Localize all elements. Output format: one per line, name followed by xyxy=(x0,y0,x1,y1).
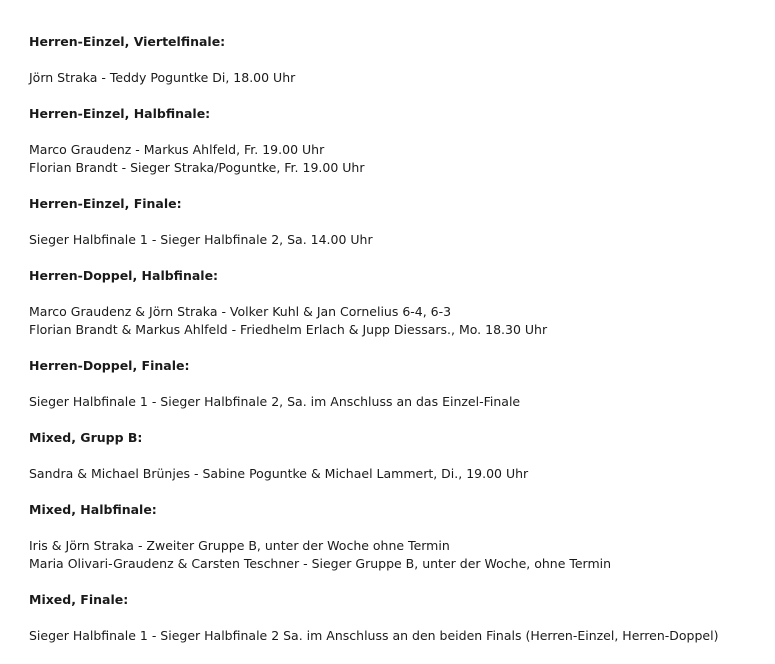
match-line: Maria Olivari-Graudenz & Carsten Teschner - Sieger Gruppe B, unter der Woche, ohne Termin xyxy=(29,556,612,571)
section-herren-doppel-finale xyxy=(29,357,769,429)
match-line: Marco Graudenz & Jörn Straka - Volker Kuhl & Jan Cornelius 6-4, 6-3 xyxy=(29,304,452,319)
section-heading: Herren-Einzel, Viertelfinale: xyxy=(29,34,226,49)
match-line: Sandra & Michael Brünjes - Sabine Poguntke & Michael Lammert, Di., 19.00 Uhr xyxy=(29,466,529,481)
match-line: Sieger Halbfinale 1 - Sieger Halbfinale 2, Sa. 14.00 Uhr xyxy=(29,232,373,247)
section-herren-doppel-halbfinale xyxy=(29,267,769,357)
section-heading: Mixed, Grupp B: xyxy=(29,430,143,445)
section-heading: Mixed, Halbfinale: xyxy=(29,502,157,517)
section-herren-einzel-finale xyxy=(29,195,769,267)
match-line: Florian Brandt - Sieger Straka/Poguntke, Fr. 19.00 Uhr xyxy=(29,160,365,175)
match-line: Sieger Halbfinale 1 - Sieger Halbfinale 2, Sa. im Anschluss an das Einzel-Finale xyxy=(29,394,521,409)
section-heading: Herren-Einzel, Halbfinale: xyxy=(29,106,211,121)
match-line: Jörn Straka - Teddy Poguntke Di, 18.00 Uhr xyxy=(29,70,296,85)
section-heading: Mixed, Finale: xyxy=(29,592,129,607)
section-heading: Herren-Einzel, Finale: xyxy=(29,196,182,211)
match-line: Marco Graudenz - Markus Ahlfeld, Fr. 19.00 Uhr xyxy=(29,142,325,157)
section-mixed-halbfinale xyxy=(29,501,769,591)
section-heading: Herren-Doppel, Halbfinale: xyxy=(29,268,219,283)
match-line: Sieger Halbfinale 1 - Sieger Halbfinale 2 Sa. im Anschluss an den beiden Finals (Herren-Einzel, Herren-Doppel) xyxy=(29,628,719,643)
match-line: Florian Brandt & Markus Ahlfeld - Friedhelm Erlach & Jupp Diessars., Mo. 18.30 Uhr xyxy=(29,322,548,337)
section-heading: Herren-Doppel, Finale: xyxy=(29,358,190,373)
match-line: Iris & Jörn Straka - Zweiter Gruppe B, unter der Woche ohne Termin xyxy=(29,538,450,553)
section-herren-einzel-viertelfinale xyxy=(29,33,769,105)
document-body xyxy=(29,33,769,645)
section-herren-einzel-halbfinale xyxy=(29,105,769,195)
section-mixed-gruppe-b xyxy=(29,429,769,501)
section-mixed-finale xyxy=(29,591,769,645)
